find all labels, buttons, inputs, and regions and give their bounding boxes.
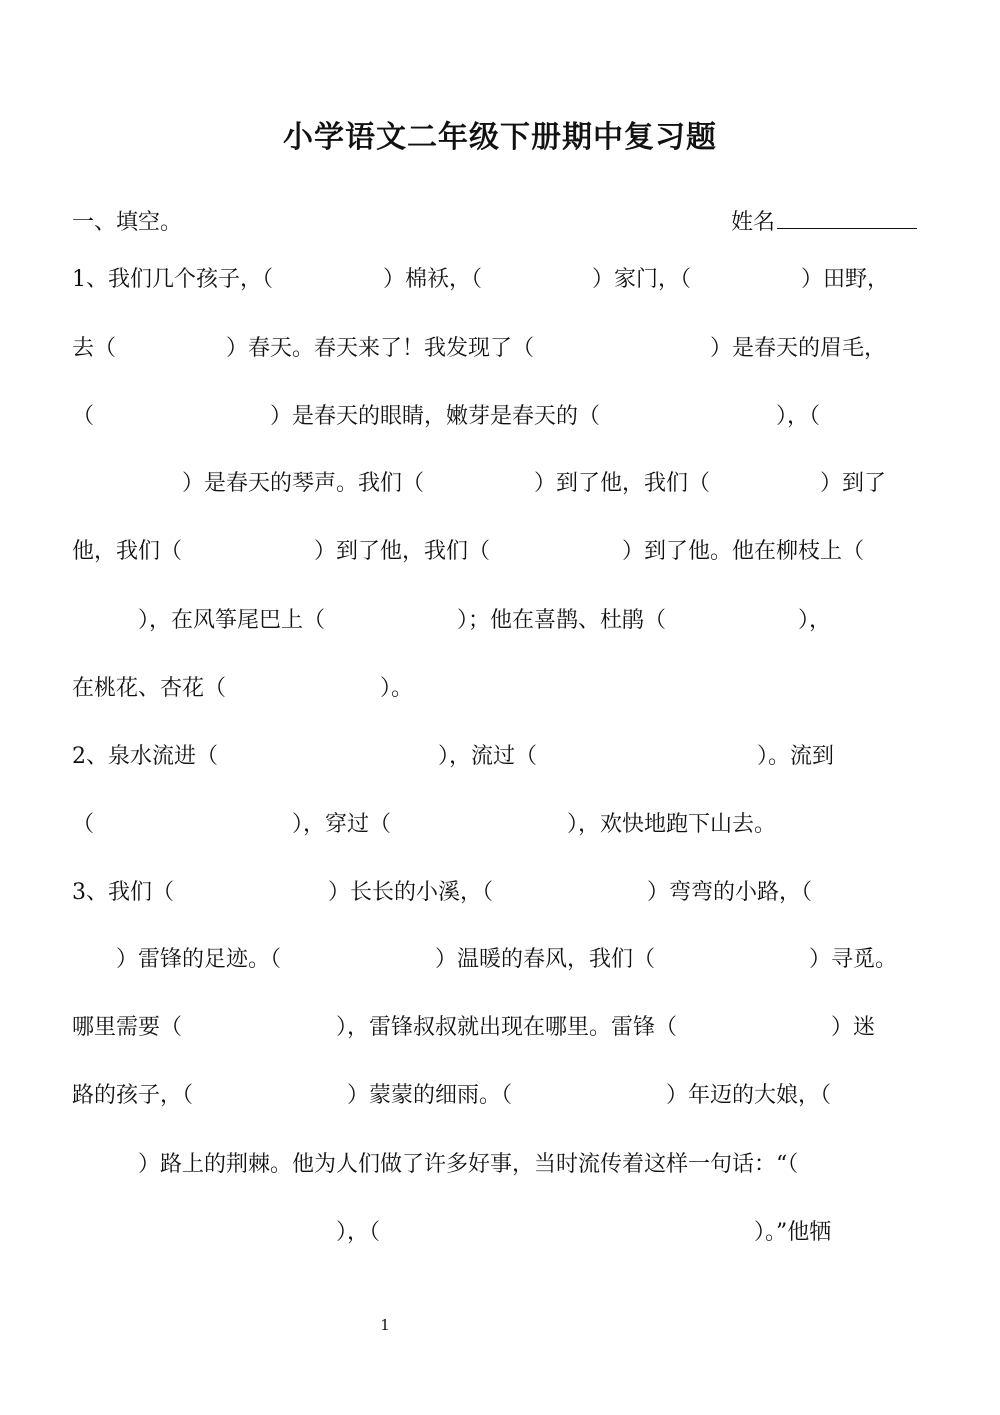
text-line-14: ）路上的荆棘。他为人们做了许多好事，当时流传着这样一句话：“（ [72, 1152, 799, 1177]
text-line-6: ），在风筝尾巴上（ ）；他在喜鹊、杜鹃（ ）， [72, 608, 832, 633]
page-title: 小学语文二年级下册期中复习题 [283, 120, 717, 155]
page-number: 1 [380, 1316, 390, 1334]
text-line-2: 去（ ）春天。春天来了！我发现了（ ）是春天的眉毛， [72, 336, 887, 361]
text-line-1: 1、我们几个孩子，（ ）棉袄，（ ）家门，（ ）田野， [72, 267, 889, 292]
text-line-12: 哪里需要（ ），雷锋叔叔就出现在哪里。雷锋（ ）迷 [72, 1015, 876, 1040]
text-line-3: （ ）是春天的眼睛，嫩芽是春天的（ ），（ [72, 404, 821, 429]
text-line-9: （ ），穿过（ ），欢快地跑下山去。 [72, 812, 777, 837]
name-label: 姓名 [731, 210, 776, 235]
name-blank-line[interactable] [777, 206, 917, 229]
text-line-4: ）是春天的琴声。我们（ ）到了他，我们（ ）到了 [72, 471, 887, 496]
name-field [731, 205, 917, 236]
section-heading: 一、填空。 [72, 210, 183, 235]
text-line-5: 他，我们（ ）到了他，我们（ ）到了他。他在柳枝上（ [72, 539, 865, 564]
text-line-8: 2、泉水流进（ ），流过（ ）。流到 [72, 744, 834, 769]
text-line-15: ），（ ）。”他牺 [72, 1220, 832, 1245]
text-line-13: 路的孩子，（ ）蒙蒙的细雨。（ ）年迈的大娘，（ [72, 1083, 832, 1108]
text-line-7: 在桃花、杏花（ ）。 [72, 676, 414, 701]
text-line-10: 3、我们（ ）长长的小溪，（ ）弯弯的小路，（ [72, 880, 812, 905]
text-line-11: ）雷锋的足迹。（ ）温暖的春风，我们（ ）寻觅。 [72, 947, 898, 972]
